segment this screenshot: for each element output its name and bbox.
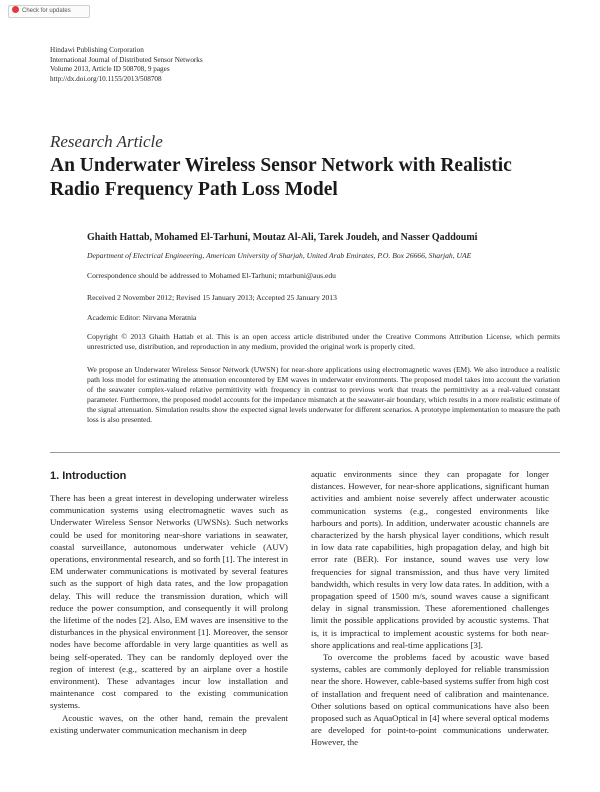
- paragraph: Acoustic waves, on the other hand, remain the prevalent existing underwater communication mechanism in deep: [50, 712, 288, 735]
- section-heading: 1. Introduction: [50, 470, 127, 482]
- check-for-updates-badge[interactable]: [8, 5, 90, 18]
- update-icon: [12, 6, 19, 13]
- dates: Received 2 November 2012; Revised 15 January 2013; Accepted 25 January 2013: [87, 293, 337, 302]
- authors: Ghaith Hattab, Mohamed El-Tarhuni, Moutaz Al-Ali, Tarek Joudeh, and Nasser Qaddoumi: [87, 232, 478, 243]
- correspondence: Correspondence should be addressed to Mohamed El-Tarhuni; mtarhuni@aus.edu: [87, 271, 336, 280]
- abstract: We propose an Underwater Wireless Sensor Network (UWSN) for near-shore applications using electromagnetic waves (EM). We also introduce a realistic path loss model for estimating the attenuation encountered by EM waves in underwater environments. The proposed model takes into account the variation of the seawater complex-valued relative permittivity with frequency in contrast to previous work that treats the permittivity as a real-valued constant parameter. Furthermore, the proposed model accounts for the impedance mismatch at the seawater-air boundary, which results in a more realistic estimate of the signal attenuation. Simulation results show the expected signal levels underwater for different scenarios. A prototype implementation to measure the path loss is also presented.: [87, 365, 560, 424]
- right-column: [311, 468, 549, 749]
- volume-info: Volume 2013, Article ID 508708, 9 pages: [50, 65, 170, 74]
- badge-label: Check for updates: [22, 8, 71, 14]
- article-title: An Underwater Wireless Sensor Network with Realistic Radio Frequency Path Loss Model: [50, 155, 512, 200]
- journal-header: [50, 46, 203, 84]
- publisher: Hindawi Publishing Corporation: [50, 46, 144, 54]
- doi-link[interactable]: http://dx.doi.org/10.1155/2013/508708: [50, 74, 162, 83]
- divider: [50, 452, 560, 453]
- article-type: Research Article: [50, 132, 163, 151]
- paragraph: aquatic environments since they can propagate for longer distances. However, for near-shore applications, significant human activities and ambient noise severely affect underwater acoustic communication systems (e.g., congested environments like harbours and ports). In addition, underwater acoustic channels are characterized by the harsh physical layer conditions, which result in low data rate capabilities, high propagation delay, and high bit error rate (BER). For instance, sound waves use very low frequencies for signal transmission, and thus have very limited bandwidth, which results in very low data rates. In addition, with a propagation speed of 1500 m/s, sound waves cause a significant delay in signal transmission. These aforementioned challenges limit the possible applications provided by acoustic systems. That is, it is impractical to implement acoustic systems for both near-shore applications and real-time applications [3].: [311, 469, 549, 650]
- copyright: Copyright © 2013 Ghaith Hattab et al. This is an open access article distributed under the Creative Commons Attribution License, which permits unrestricted use, distribution, and reproduction in any medium, provided the original work is properly cited.: [87, 332, 560, 351]
- affiliation: Department of Electrical Engineering, American University of Sharjah, United Arab Emirates, P.O. Box 26666, Sharjah, UAE: [87, 251, 472, 260]
- left-column: [50, 492, 288, 736]
- academic-editor: Academic Editor: Nirvana Meratnia: [87, 313, 197, 322]
- paragraph: To overcome the problems faced by acoustic wave based systems, cables are commonly deployed for reliable transmission near the shore. However, cable-based systems suffer from high cost of installation and frequent need of calibration and maintenance. Other solutions based on optical communications have also been proposed such as AquaOptical in [4] where several optical modems are developed for point-to-point communications underwater. However, the: [311, 652, 549, 748]
- paragraph: There has been a great interest in developing underwater wireless communication systems using electromagnetic waves such as Underwater Wireless Sensor Networks (UWSNs). Such networks could be used for monitoring near-shore variations in seawater, coastal surveillance, autonomous underwater vehicle (AUV) operations, environmental research, and so forth [1]. The interest in EM underwater communications is motivated by several features such as the support of high data rates, and the low propagation delay. This will reduce the transmission duration, which will reduce the power consumption, and consequently it will prolong the lifetime of the nodes [2]. Also, EM waves are insensitive to the disturbances in the physical environment [1]. Moreover, the sensor nodes have become affordable in very large quantities as well as being self-operated. They can be randomly deployed over the region of interest (e.g., scattered by an airplane over a hostile environment). These advantages incur low installation and maintenance cost compared to the existing communication systems.: [50, 493, 288, 711]
- journal-name: International Journal of Distributed Sensor Networks: [50, 55, 203, 64]
